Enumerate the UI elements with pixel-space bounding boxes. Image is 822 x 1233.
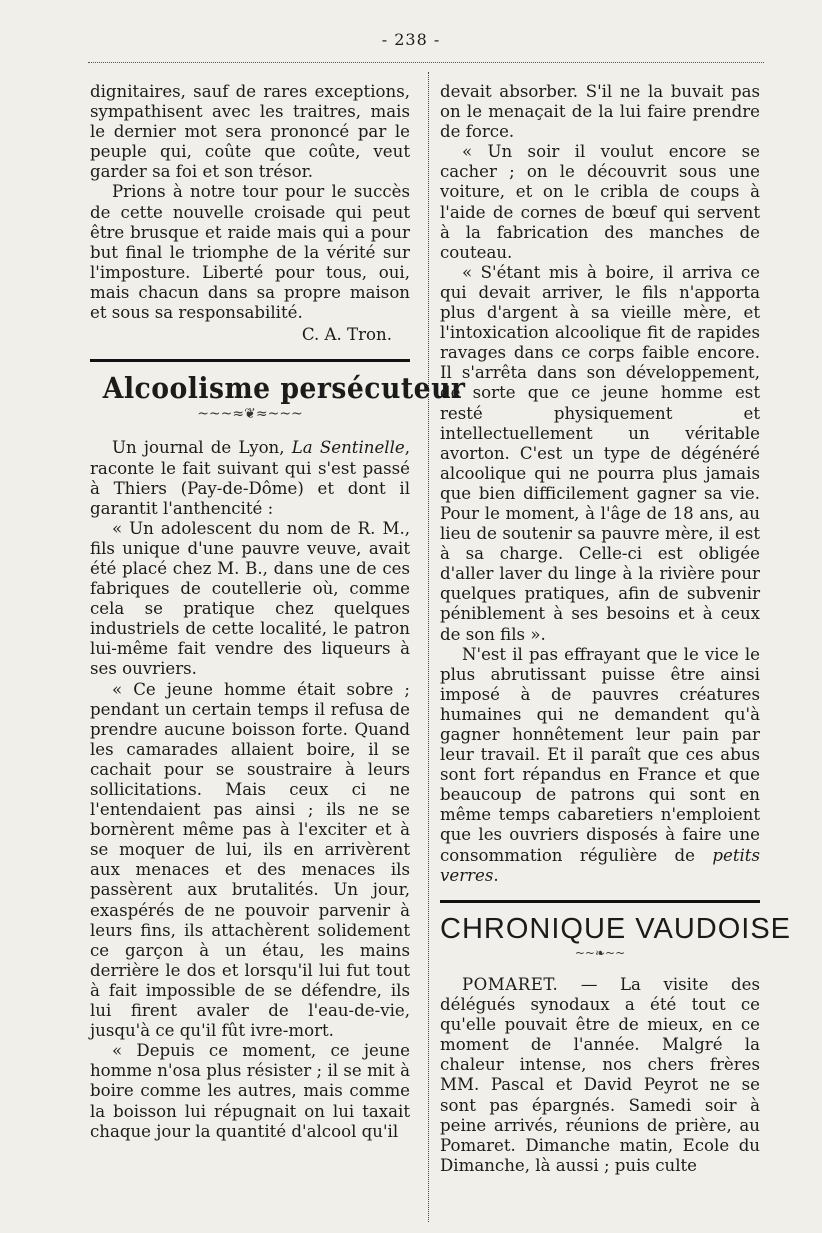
petits-verres-italic: petits verres	[440, 845, 760, 885]
page-number: - 238 -	[381, 30, 441, 49]
title-ornament: ~~~≈❦≈~~~	[197, 406, 303, 423]
column-divider	[428, 72, 429, 1222]
chronique-title: CHRONIQUE VAUDOISE	[440, 912, 792, 945]
article-p1-after: , raconte le fait suivant qui s'est passé à Thiers (Pay-de-Dôme) et dont il garantit l'anthencité :	[90, 438, 410, 518]
article-paragraph-5: devait absorber. S'il ne la buvait pas on le menaçait de la lui faire prendre de force.	[440, 82, 760, 142]
article-title: Alcoolisme persécuteur	[102, 371, 466, 406]
right-column	[440, 82, 792, 1176]
intro-paragraph-1: dignitaires, sauf de rares exceptions, sympathisent avec les traitres, mais le dernier mot sera prononcé par le peuple qui, coûte que coûte, veut garder sa foi et son trésor.	[90, 82, 410, 182]
author-signature: C. A. Tron.	[301, 325, 392, 345]
chronique-ornament: ~~❧~~	[574, 945, 626, 960]
header-rule	[88, 62, 764, 63]
article-paragraph-1	[90, 438, 410, 518]
article-paragraph-4: « Depuis ce moment, ce jeune homme n'osa plus résister ; il se mit à boire comme les autres, mais comme la boisson lui répugnait on lui taxait chaque jour la quantité d'alcool qu'il	[90, 1041, 410, 1141]
section-rule	[90, 359, 410, 362]
article-p8-end: .	[493, 865, 499, 885]
article-paragraph-2: « Un adolescent du nom de R. M., fils unique d'une pauvre veuve, avait été placé chez M. B., dans une de ces fabriques de coutellerie où, comme cela se pratique chez quelques industriels de cette localité, le patron lui-même fait vendre des liqueurs à ses ouvriers.	[90, 518, 410, 679]
newspaper-name: La Sentinelle	[291, 438, 405, 458]
article-paragraph-3: « Ce jeune homme était sobre ; pendant un certain temps il refusa de prendre aucune boisson forte. Quand les camarades allaient boire, il se cachait pour se soustraire à leurs sollicitations. Mais ceux ci ne l'entendaient pas ainsi ; ils ne se bornèrent même pas à l'exciter et à se moquer de lui, ils en arrivèrent aux menaces et des menaces ils passèrent aux brutalités. Un jour, exaspérés de ne pouvoir parvenir à leurs fins, ils attachèrent solidement ce garçon à un étau, les mains derrière le dos et lorsqu'il lui fut tout à fait impossible de se défendre, ils lui firent avaler de l'eau-de-vie, jusqu'à ce qu'il fût ivre-mort.	[90, 679, 410, 1041]
article-paragraph-6: « Un soir il voulut encore se cacher ; on le découvrit sous une voiture, et on le cribla de coups à l'aide de cornes de bœuf qui servent à la fabrication des manches de couteau.	[440, 142, 760, 262]
chronique-rule	[440, 900, 760, 903]
chronique-paragraph-1	[440, 975, 760, 1176]
article-paragraph-8	[440, 645, 760, 886]
chronique-text: — La visite des délégués synodaux a été tout ce qu'elle pouvait être de mieux, en ce moment de l'année. Malgré la chaleur intense, nos chers frères MM. Pascal et David Peyrot ne se sont pas épargnés. Samedi soir à peine arrivés, réunions de prière, au Pomaret. Dimanche matin, Ecole du Dimanche, là aussi ; puis culte	[440, 974, 760, 1175]
intro-paragraph-2: Prions à notre tour pour le succès de cette nouvelle croisade qui peut être brusque et raide mais qui a pour but final le triomphe de la vérité sur l'imposture. Liberté pour tous, oui, mais chacun dans sa propre maison et sous sa responsabilité.	[90, 182, 410, 323]
article-paragraph-7: « S'étant mis à boire, il arriva ce qui devait arriver, le fils n'apporta plus d'argent à sa vieille mère, et l'intoxication alcoolique fit de rapides ravages dans ce corps faible encore. Il s'arrêta dans son développement, de sorte que ce jeune homme est resté physiquement et intellectuellement un véritable avorton. C'est un type de dégénéré alcoolique qui ne pourra plus jamais que bien difficilement gagner sa vie. Pour le moment, à l'âge de 18 ans, au lieu de soutenir sa pauvre mère, il est à sa charge. Celle-ci est obligée d'aller laver du linge à la rivière pour quelques pratiques, afin de subvenir péniblement à ses besoins et à ceux de son fils ».	[440, 262, 760, 644]
article-p1-before: Un journal de Lyon,	[112, 438, 292, 458]
place-label: POMARET.	[462, 974, 559, 994]
article-p8-text: N'est il pas effrayant que le vice le plus abrutissant puisse être ainsi imposé à de pauvres créatures humaines qui ne demandent qu'à gagner honnêtement leur pain par leur travail. Et il paraît que ces abus sont fort répandus en France et que beaucoup de patrons qui sont en même temps cabaretiers n'emploient que les ouvriers disposés à faire une consommation régulière de	[440, 644, 760, 865]
left-column	[90, 82, 466, 1142]
